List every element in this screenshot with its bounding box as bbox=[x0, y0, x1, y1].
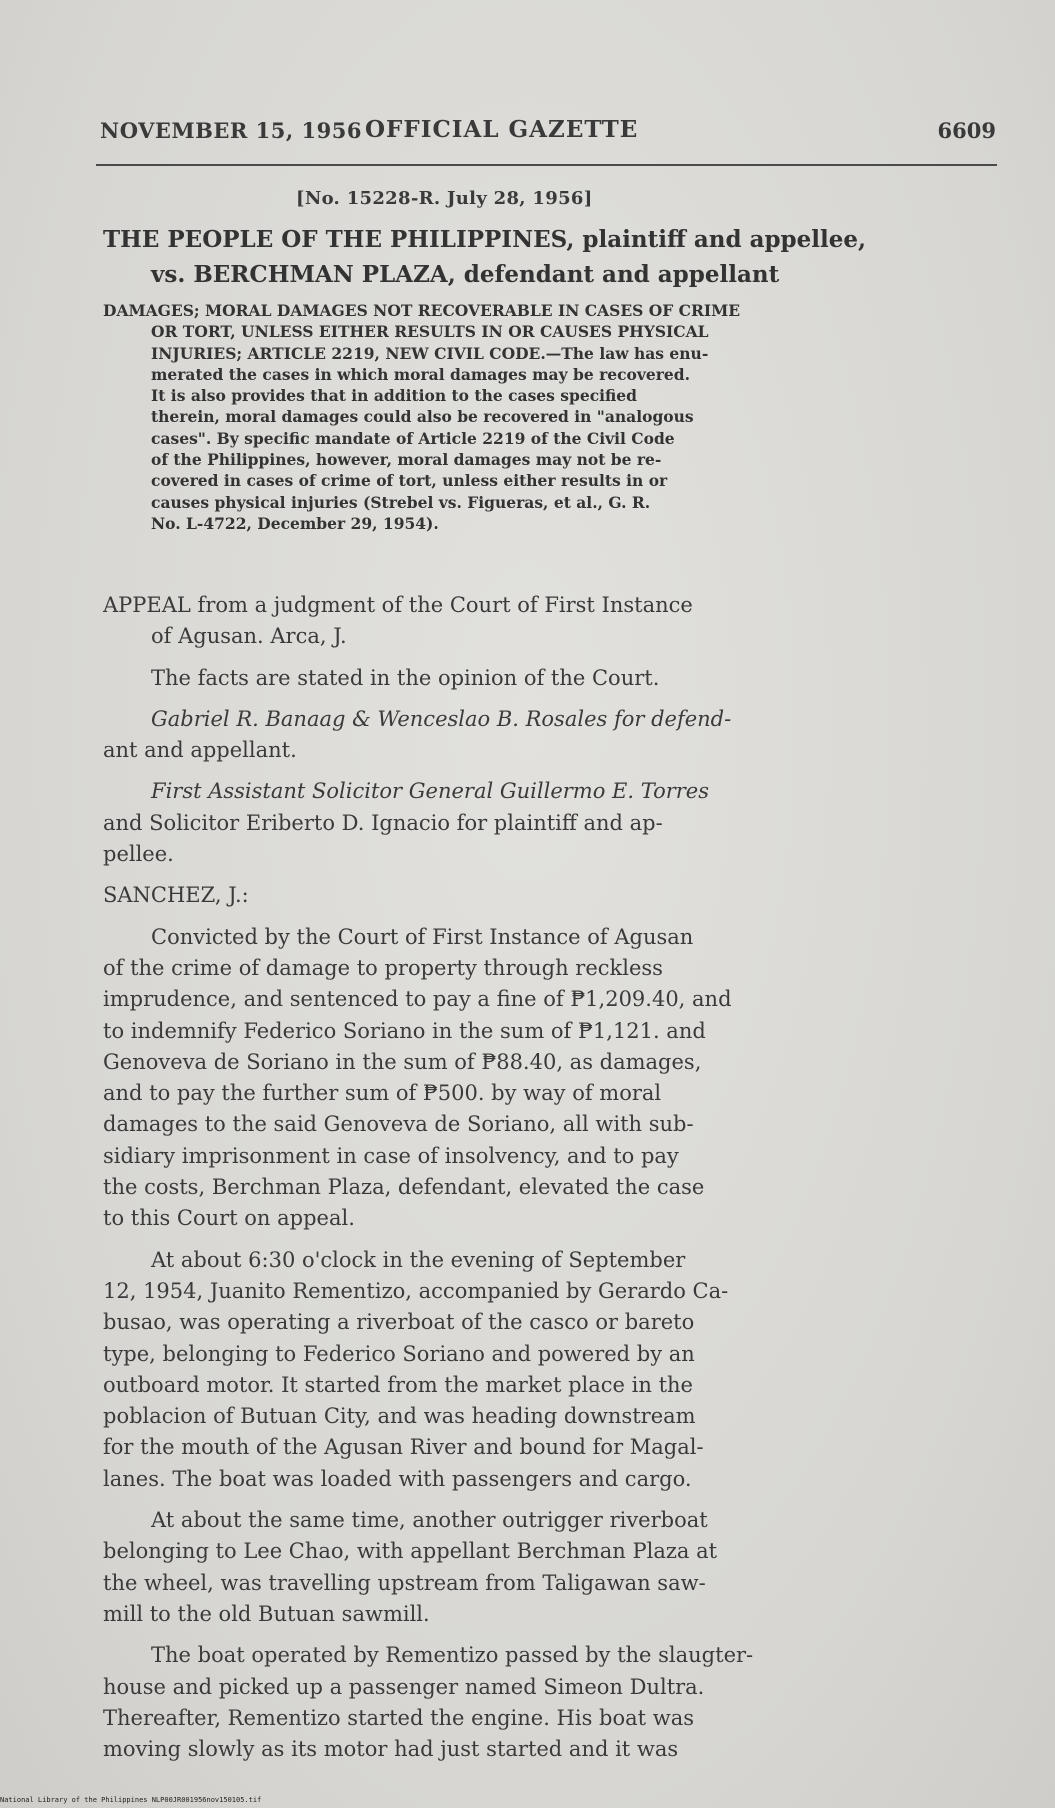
counsel-line: First Assistant Solicitor General Guillermo E. Torres bbox=[151, 779, 709, 804]
paragraph-line: the wheel, was travelling upstream from Taligawan saw- bbox=[103, 1570, 706, 1595]
counsel-line: pellee. bbox=[103, 842, 174, 867]
syllabus bbox=[103, 300, 823, 534]
paragraph-line: and to pay the further sum of ₱500. by way of moral bbox=[103, 1081, 662, 1106]
paragraph-line: sidiary imprisonment in case of insolvency, and to pay bbox=[103, 1143, 679, 1168]
syllabus-line: DAMAGES; MORAL DAMAGES NOT RECOVERABLE IN CASES OF CRIME bbox=[103, 301, 741, 320]
paragraph-line: for the mouth of the Agusan River and bound for Magal- bbox=[103, 1435, 704, 1460]
page-header bbox=[100, 118, 996, 152]
counsel-line: Gabriel R. Banaag & Wenceslao B. Rosales for defend- bbox=[151, 706, 732, 731]
paragraph-line: lanes. The boat was loaded with passengers and cargo. bbox=[103, 1466, 692, 1491]
case-number: [No. 15228-R. July 28, 1956] bbox=[296, 188, 593, 209]
case-title-line: THE PEOPLE OF THE PHILIPPINES, plaintiff and appellee, bbox=[103, 226, 867, 253]
syllabus-line: covered in cases of crime of tort, unless either results in or bbox=[151, 471, 668, 491]
paragraph bbox=[103, 922, 823, 1235]
header-rule bbox=[96, 164, 997, 166]
paragraph-line: type, belonging to Federico Soriano and powered by an bbox=[103, 1341, 695, 1366]
header-gazette-title: OFFICIAL GAZETTE bbox=[365, 116, 639, 143]
page-number: 6609 bbox=[937, 118, 996, 143]
syllabus-line: cases". By specific mandate of Article 2219 of the Civil Code bbox=[151, 428, 675, 448]
paragraph-line: 12, 1954, Juanito Rementizo, accompanied by Gerardo Ca- bbox=[103, 1278, 729, 1303]
syllabus-line: causes physical injuries (Strebel vs. Figueras, et al., G. R. bbox=[151, 492, 651, 512]
paragraph bbox=[103, 1505, 823, 1630]
paragraph-line: of the crime of damage to property through reckless bbox=[103, 955, 663, 980]
paragraph-line: outboard motor. It started from the market place in the bbox=[103, 1372, 693, 1397]
paragraph-line: Thereafter, Rementizo started the engine. His boat was bbox=[103, 1705, 695, 1730]
header-date: NOVEMBER 15, 1956 bbox=[100, 118, 362, 143]
syllabus-line: INJURIES; ARTICLE 2219, NEW CIVIL CODE.—The law has enu- bbox=[151, 343, 709, 363]
syllabus-line: No. L-4722, December 29, 1954). bbox=[151, 513, 439, 533]
counsel-line: and Solicitor Eriberto D. Ignacio for plaintiff and ap- bbox=[103, 810, 663, 835]
case-title bbox=[103, 222, 963, 292]
paragraph-line: damages to the said Genoveva de Soriano, all with sub- bbox=[103, 1112, 694, 1137]
appeal-line: APPEAL from a judgment of the Court of First Instance bbox=[103, 593, 693, 617]
case-title-line: vs. BERCHMAN PLAZA, defendant and appellant bbox=[151, 261, 780, 288]
judge-name: SANCHEZ, J.: bbox=[103, 883, 249, 908]
syllabus-line: therein, moral damages could also be recovered in "analogous bbox=[151, 407, 694, 427]
syllabus-line: OR TORT, UNLESS EITHER RESULTS IN OR CAUSES PHYSICAL bbox=[151, 322, 709, 342]
paragraph-line: At about 6:30 o'clock in the evening of September bbox=[151, 1247, 686, 1272]
decision-body bbox=[103, 590, 823, 1765]
paragraph-line: the costs, Berchman Plaza, defendant, elevated the case bbox=[103, 1175, 705, 1200]
counsel-line: ant and appellant. bbox=[103, 738, 297, 763]
appeal-line: of Agusan. Arca, J. bbox=[151, 624, 347, 649]
paragraph-line: belonging to Lee Chao, with appellant Berchman Plaza at bbox=[103, 1539, 718, 1564]
facts-line: The facts are stated in the opinion of the Court. bbox=[151, 665, 660, 690]
syllabus-line: merated the cases in which moral damages may be recovered. bbox=[151, 364, 691, 384]
paragraph-line: Genoveva de Soriano in the sum of ₱88.40, as damages, bbox=[103, 1049, 702, 1074]
paragraph-line: moving slowly as its motor had just started and it was bbox=[103, 1737, 679, 1762]
paragraph bbox=[103, 1640, 823, 1765]
paragraph-line: imprudence, and sentenced to pay a fine of ₱1,209.40, and bbox=[103, 987, 732, 1012]
paragraph-line: poblacion of Butuan City, and was heading downstream bbox=[103, 1404, 696, 1429]
paragraph-line: Convicted by the Court of First Instance of Agusan bbox=[151, 924, 694, 949]
paragraph-line: At about the same time, another outrigger riverboat bbox=[151, 1508, 708, 1533]
scan-footer: National Library of the Philippines NLP00JR001956nov150105.tif bbox=[0, 1796, 262, 1804]
paragraph-line: busao, was operating a riverboat of the casco or bareto bbox=[103, 1310, 695, 1335]
paragraph bbox=[103, 1245, 823, 1495]
paragraph-line: mill to the old Butuan sawmill. bbox=[103, 1601, 430, 1626]
syllabus-line: of the Philippines, however, moral damages may not be re- bbox=[151, 450, 662, 470]
paragraph-line: house and picked up a passenger named Simeon Dultra. bbox=[103, 1674, 705, 1699]
paragraph-line: to this Court on appeal. bbox=[103, 1206, 355, 1231]
paragraph-line: The boat operated by Rementizo passed by the slaugter- bbox=[151, 1643, 754, 1668]
paragraph-line: to indemnify Federico Soriano in the sum of ₱1,121. and bbox=[103, 1018, 706, 1043]
syllabus-line: It is also provides that in addition to the cases specified bbox=[151, 386, 638, 406]
